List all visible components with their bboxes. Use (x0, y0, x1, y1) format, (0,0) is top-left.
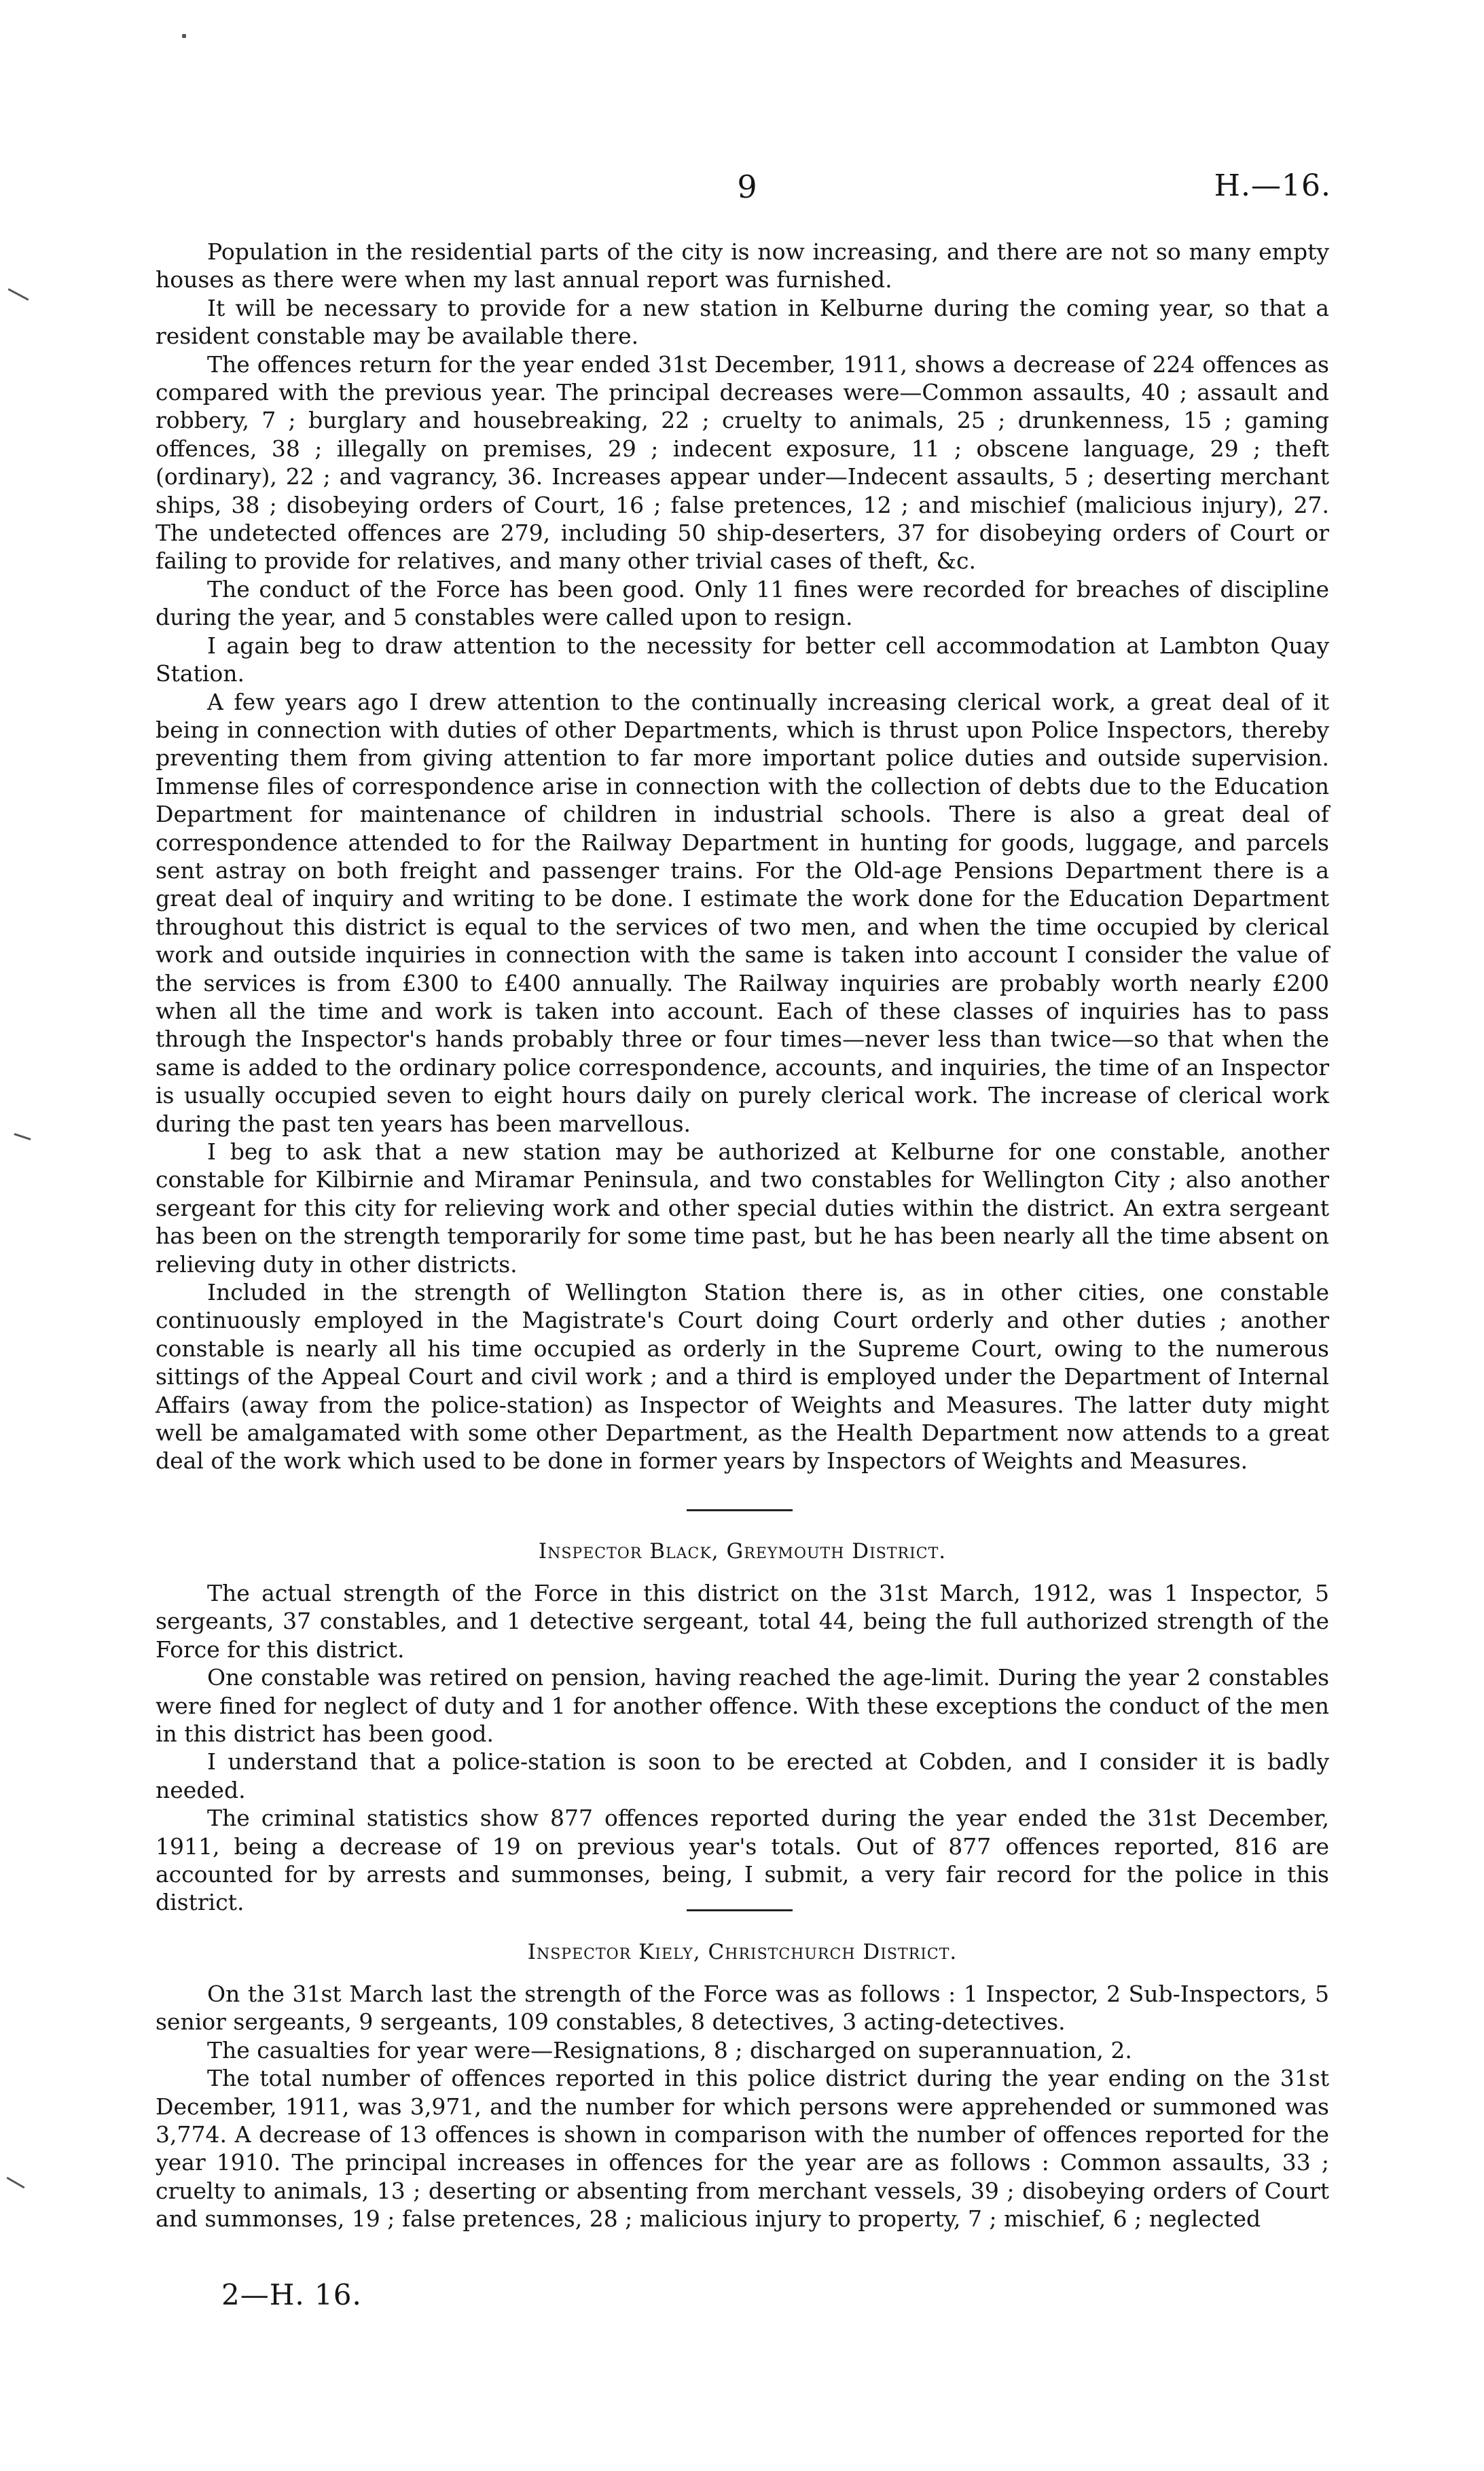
paragraph: I again beg to draw attention to the necessity for better cell accommodation at Lambton Quay Station. (156, 632, 1329, 687)
paragraph: It will be necessary to provide for a new station in Kelburne during the coming year, so that a resident constable may be available there. (156, 294, 1329, 350)
paragraph: The conduct of the Force has been good. Only 11 fines were recorded for breaches of discipline during the year, and 5 constables were called upon to resign. (156, 575, 1329, 631)
footer-signature: 2—H. 16. (221, 2278, 362, 2311)
paragraph: One constable was retired on pension, having reached the age-limit. During the year 2 constables were fined for neglect of duty and 1 for another offence. With these exceptions the conduct of the men in this district has been good. (156, 1664, 1329, 1748)
section-heading: Inspector Kiely, Christchurch District. (527, 1940, 958, 1964)
paragraph: The criminal statistics show 877 offences reported during the year ended the 31st December, 1911, being a decrease of 19 on previous year's totals. Out of 877 offences reported, 816 are accounted for by arrests and summonses, being, I submit, a very fair record for the police in this district. (156, 1805, 1329, 1916)
margin-mark (6, 2177, 24, 2189)
greymouth-section (156, 1537, 1329, 1917)
paragraph: A few years ago I drew attention to the continually increasing clerical work, a great deal of it being in connection with duties of other Departments, which is thrust upon Police Inspectors, thereby preventing them from giving attention to far more important police duties and outside supervision. Immense files of correspondence arise in connection with the collection of debts due to the Education Department for maintenance of children in industrial schools. There is also a great deal of correspondence attended to for the Railway Department in hunting for goods, luggage, and parcels sent astray on both freight and passenger trains. For the Old-age Pensions Department there is a great deal of inquiry and writing to be done. I estimate the work done for the Education Department throughout this district is equal to the services of two men, and when the time occupied by clerical work and outside inquiries in connection with the same is taken into account I consider the value of the services is from £300 to £400 annually. The Railway inquiries are probably worth nearly £200 when all the time and work is taken into account. Each of these classes of inquiries has to pass through the Inspector's hands probably three or four times—never less than twice—so that when the same is added to the ordinary police correspondence, accounts, and inquiries, the time of an Inspector is usually occupied seven to eight hours daily on purely clerical work. The increase of clerical work during the past ten years has been marvellous. (156, 688, 1329, 1137)
section-divider (687, 1509, 793, 1511)
paragraph: I beg to ask that a new station may be authorized at Kelburne for one constable, another constable for Kilbirnie and Miramar Peninsula, and two constables for Wellington City ; also another sergeant for this city for relieving work and other special duties within the district. An extra sergeant has been on the strength temporarily for some time past, but he has been nearly all the time absent on relieving duty in other districts. (156, 1138, 1329, 1278)
christchurch-section (156, 1938, 1329, 2233)
paragraph: Included in the strength of Wellington Station there is, as in other cities, one constable continuously employed in the Magistrate's Court doing Court orderly and other duties ; another constable is nearly all his time occupied as orderly in the Supreme Court, owing to the numerous sittings of the Appeal Court and civil work ; and a third is employed under the Department of Internal Affairs (away from the police-station) as Inspector of Weights and Measures. The latter duty might well be amalgamated with some other Department, as the Health Department now attends to a great deal of the work which used to be done in former years by Inspectors of Weights and Measures. (156, 1279, 1329, 1475)
paragraph: I understand that a police-station is soon to be erected at Cobden, and I consider it is badly needed. (156, 1748, 1329, 1803)
section-heading: Inspector Black, Greymouth District. (538, 1539, 947, 1564)
paragraph: The offences return for the year ended 31st December, 1911, shows a decrease of 224 offences as compared with the previous year. The principal decreases were—Common assaults, 40 ; assault and robbery, 7 ; burglary and housebreaking, 22 ; cruelty to animals, 25 ; drunkenness, 15 ; gaming offences, 38 ; illegally on premises, 29 ; indecent exposure, 11 ; obscene language, 29 ; theft (ordinary), 22 ; and vagrancy, 36. Increases appear under—Indecent assaults, 5 ; deserting merchant ships, 38 ; disobeying orders of Court, 16 ; false pretences, 12 ; and mischief (malicious injury), 27. The undetected offences are 279, including 50 ship-deserters, 37 for disobeying orders of Court or failing to provide for relatives, and many other trivial cases of theft, &c. (156, 350, 1329, 575)
page-number: 9 (737, 168, 757, 205)
wellington-section (156, 238, 1329, 1475)
section-divider (687, 1909, 793, 1911)
margin-mark (7, 288, 29, 301)
margin-mark (182, 34, 186, 38)
paragraph: Population in the residential parts of the city is now increasing, and there are not so many empty houses as there were when my last annual report was furnished. (156, 238, 1329, 293)
document-reference: H.—16. (1214, 168, 1331, 203)
paragraph: The total number of offences reported in this police district during the year ending on the 31st December, 1911, was 3,971, and the number for which persons were apprehended or summoned was 3,774. A decrease of 13 offences is shown in comparison with the number of offences reported for the year 1910. The principal increases in offences for the year are as follows : Common assaults, 33 ; cruelty to animals, 13 ; deserting or absenting from merchant vessels, 39 ; disobeying orders of Court and summonses, 19 ; false pretences, 28 ; malicious injury to property, 7 ; mischief, 6 ; neglected (156, 2065, 1329, 2233)
paragraph: The actual strength of the Force in this district on the 31st March, 1912, was 1 Inspector, 5 sergeants, 37 constables, and 1 detective sergeant, total 44, being the full authorized strength of the Force for this district. (156, 1580, 1329, 1663)
margin-mark (14, 1133, 31, 1140)
paragraph: The casualties for year were—Resignations, 8 ; discharged on superannuation, 2. (207, 2036, 1132, 2063)
paragraph: On the 31st March last the strength of the Force was as follows : 1 Inspector, 2 Sub-Inspectors, 5 senior sergeants, 9 sergeants, 109 constables, 8 detectives, 3 acting-detectives. (156, 1981, 1329, 2036)
